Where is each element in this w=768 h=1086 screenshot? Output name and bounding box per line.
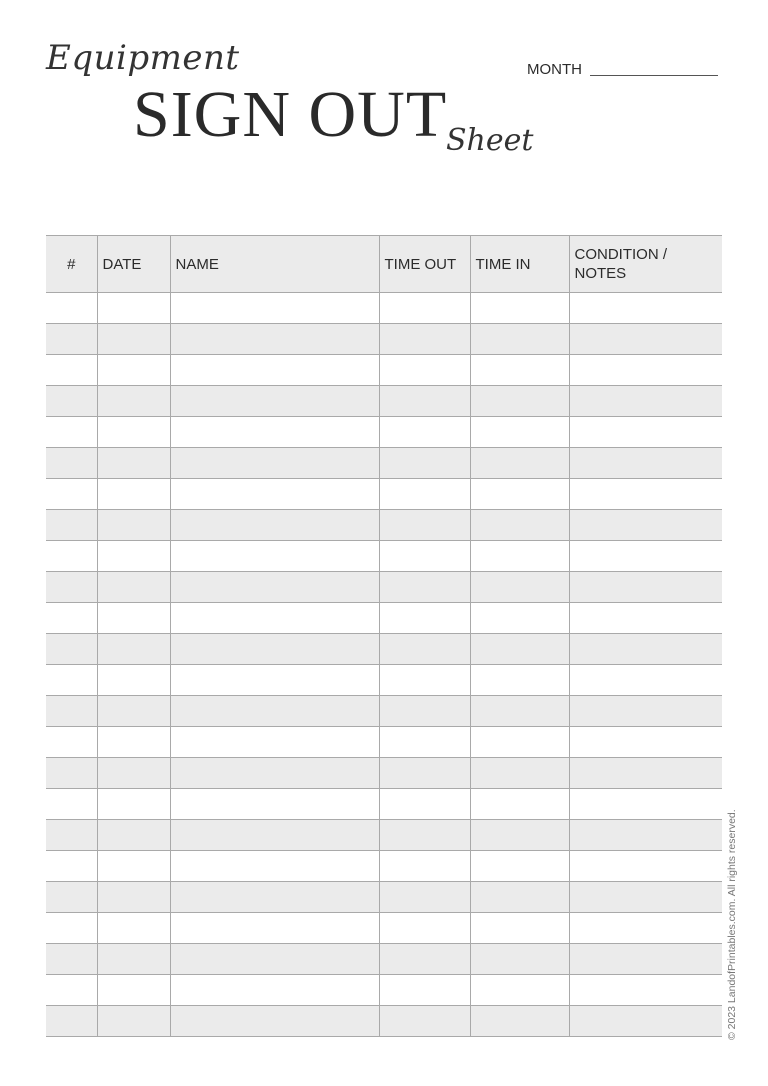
- table-cell[interactable]: [170, 448, 379, 479]
- table-cell[interactable]: [569, 541, 722, 572]
- table-cell[interactable]: [470, 293, 569, 324]
- table-cell[interactable]: [379, 975, 470, 1006]
- table-cell[interactable]: [569, 510, 722, 541]
- table-cell[interactable]: [470, 727, 569, 758]
- table-cell[interactable]: [379, 324, 470, 355]
- table-cell[interactable]: [46, 603, 97, 634]
- title-script-sheet: Sheet: [446, 123, 534, 158]
- table-row: [46, 944, 722, 975]
- table-cell[interactable]: [97, 727, 170, 758]
- table-row: [46, 541, 722, 572]
- table-cell[interactable]: [170, 789, 379, 820]
- table-row: [46, 851, 722, 882]
- table-row: [46, 417, 722, 448]
- table-cell[interactable]: [569, 324, 722, 355]
- table-cell[interactable]: [97, 913, 170, 944]
- table-cell[interactable]: [569, 851, 722, 882]
- table-cell[interactable]: [569, 634, 722, 665]
- table-cell[interactable]: [470, 634, 569, 665]
- title-main: SIGN OUT: [133, 78, 448, 151]
- table-cell[interactable]: [46, 758, 97, 789]
- table-row: [46, 758, 722, 789]
- table-cell[interactable]: [569, 448, 722, 479]
- table-cell[interactable]: [170, 820, 379, 851]
- table-cell[interactable]: [170, 417, 379, 448]
- table-cell[interactable]: [379, 1006, 470, 1037]
- table-row: [46, 820, 722, 851]
- table-cell[interactable]: [97, 851, 170, 882]
- table-cell[interactable]: [46, 789, 97, 820]
- table-cell[interactable]: [97, 758, 170, 789]
- table-cell[interactable]: [170, 665, 379, 696]
- table-cell[interactable]: [379, 851, 470, 882]
- col-time-in-header: TIME IN: [470, 236, 569, 293]
- table-cell[interactable]: [170, 603, 379, 634]
- table-cell[interactable]: [569, 355, 722, 386]
- table-row: [46, 386, 722, 417]
- table-cell[interactable]: [470, 448, 569, 479]
- table-cell[interactable]: [170, 355, 379, 386]
- table-cell[interactable]: [379, 696, 470, 727]
- table-cell[interactable]: [97, 541, 170, 572]
- table-cell[interactable]: [379, 758, 470, 789]
- table-cell[interactable]: [569, 1006, 722, 1037]
- table-cell[interactable]: [97, 603, 170, 634]
- table-cell[interactable]: [97, 882, 170, 913]
- table-cell[interactable]: [470, 944, 569, 975]
- table-cell[interactable]: [470, 696, 569, 727]
- month-line[interactable]: [590, 75, 718, 76]
- table-row: [46, 975, 722, 1006]
- table-cell[interactable]: [379, 603, 470, 634]
- table-cell[interactable]: [46, 386, 97, 417]
- table-cell[interactable]: [170, 758, 379, 789]
- table-cell[interactable]: [46, 665, 97, 696]
- table-cell[interactable]: [569, 975, 722, 1006]
- table-cell[interactable]: [46, 634, 97, 665]
- table-cell[interactable]: [470, 417, 569, 448]
- col-number-header: #: [46, 236, 97, 293]
- table-cell[interactable]: [46, 355, 97, 386]
- table-cell[interactable]: [569, 944, 722, 975]
- table-cell[interactable]: [379, 386, 470, 417]
- table-cell[interactable]: [379, 417, 470, 448]
- table-cell[interactable]: [379, 665, 470, 696]
- table-row: [46, 603, 722, 634]
- table-cell[interactable]: [569, 758, 722, 789]
- table-cell[interactable]: [470, 355, 569, 386]
- table-cell[interactable]: [569, 386, 722, 417]
- table-cell[interactable]: [46, 851, 97, 882]
- table-cell[interactable]: [379, 448, 470, 479]
- table-cell[interactable]: [470, 665, 569, 696]
- table-cell[interactable]: [470, 572, 569, 603]
- table-cell[interactable]: [470, 386, 569, 417]
- table-cell[interactable]: [46, 448, 97, 479]
- month-label: MONTH: [527, 61, 582, 78]
- title-script-equipment: Equipment: [46, 38, 240, 78]
- table-cell[interactable]: [379, 355, 470, 386]
- table-cell[interactable]: [97, 479, 170, 510]
- table-cell[interactable]: [170, 386, 379, 417]
- table-cell[interactable]: [470, 820, 569, 851]
- table-cell[interactable]: [379, 789, 470, 820]
- table-cell[interactable]: [569, 913, 722, 944]
- table-cell[interactable]: [46, 572, 97, 603]
- table-cell[interactable]: [170, 944, 379, 975]
- table-cell[interactable]: [569, 696, 722, 727]
- table-cell[interactable]: [46, 324, 97, 355]
- table-cell[interactable]: [470, 789, 569, 820]
- copyright-text: © 2023 LandofPrintables.com. All rights reserved.: [726, 809, 738, 1040]
- table-row: [46, 1006, 722, 1037]
- table-cell[interactable]: [569, 727, 722, 758]
- table-cell[interactable]: [470, 603, 569, 634]
- table-cell[interactable]: [170, 479, 379, 510]
- table-cell[interactable]: [46, 293, 97, 324]
- table-cell[interactable]: [470, 975, 569, 1006]
- table-cell[interactable]: [97, 696, 170, 727]
- table-cell[interactable]: [379, 913, 470, 944]
- table-row: [46, 789, 722, 820]
- table-row: [46, 665, 722, 696]
- table-cell[interactable]: [170, 696, 379, 727]
- table-cell[interactable]: [170, 975, 379, 1006]
- table-cell[interactable]: [379, 293, 470, 324]
- table-cell[interactable]: [97, 789, 170, 820]
- table-cell[interactable]: [170, 882, 379, 913]
- table-cell[interactable]: [569, 820, 722, 851]
- table-cell[interactable]: [46, 913, 97, 944]
- table-row: [46, 634, 722, 665]
- table-cell[interactable]: [379, 479, 470, 510]
- table-cell[interactable]: [97, 386, 170, 417]
- table-cell[interactable]: [46, 727, 97, 758]
- col-time-out-header: TIME OUT: [379, 236, 470, 293]
- table-row: [46, 913, 722, 944]
- col-name-header: NAME: [170, 236, 379, 293]
- table-cell[interactable]: [97, 634, 170, 665]
- table-cell[interactable]: [379, 510, 470, 541]
- table-cell[interactable]: [470, 882, 569, 913]
- table-cell[interactable]: [97, 293, 170, 324]
- table-cell[interactable]: [470, 541, 569, 572]
- table-cell[interactable]: [170, 851, 379, 882]
- table-cell[interactable]: [379, 634, 470, 665]
- table-cell[interactable]: [470, 479, 569, 510]
- table-cell[interactable]: [569, 479, 722, 510]
- table-cell[interactable]: [379, 944, 470, 975]
- header-row: [46, 236, 722, 293]
- table-cell[interactable]: [470, 1006, 569, 1037]
- table-row: [46, 572, 722, 603]
- table-cell[interactable]: [46, 510, 97, 541]
- table-cell[interactable]: [170, 541, 379, 572]
- table-cell[interactable]: [569, 789, 722, 820]
- table-row: [46, 293, 722, 324]
- table-row: [46, 324, 722, 355]
- table-cell[interactable]: [97, 975, 170, 1006]
- table-row: [46, 479, 722, 510]
- table-cell[interactable]: [97, 417, 170, 448]
- table-row: [46, 882, 722, 913]
- table-cell[interactable]: [379, 882, 470, 913]
- table-row: [46, 510, 722, 541]
- table-cell[interactable]: [379, 541, 470, 572]
- table-cell[interactable]: [470, 758, 569, 789]
- table-row: [46, 448, 722, 479]
- table-cell[interactable]: [170, 324, 379, 355]
- table-cell[interactable]: [97, 665, 170, 696]
- month-field: [527, 61, 718, 78]
- table-cell[interactable]: [46, 944, 97, 975]
- sign-out-table: [46, 235, 722, 1037]
- table-cell[interactable]: [46, 696, 97, 727]
- table-cell[interactable]: [470, 913, 569, 944]
- table-row: [46, 696, 722, 727]
- table-cell[interactable]: [170, 913, 379, 944]
- table-row: [46, 727, 722, 758]
- table-cell[interactable]: [46, 541, 97, 572]
- table-cell[interactable]: [569, 665, 722, 696]
- table-cell[interactable]: [46, 1006, 97, 1037]
- col-date-header: DATE: [97, 236, 170, 293]
- table-cell[interactable]: [569, 293, 722, 324]
- col-condition-notes-header: CONDITION / NOTES: [569, 236, 722, 293]
- table-body: [46, 293, 722, 1037]
- table-cell[interactable]: [170, 634, 379, 665]
- table-cell[interactable]: [46, 820, 97, 851]
- table-cell[interactable]: [46, 975, 97, 1006]
- table-cell[interactable]: [170, 572, 379, 603]
- table-cell[interactable]: [379, 820, 470, 851]
- table-cell[interactable]: [97, 510, 170, 541]
- table-cell[interactable]: [170, 727, 379, 758]
- table-cell[interactable]: [97, 448, 170, 479]
- table-cell[interactable]: [569, 572, 722, 603]
- table-cell[interactable]: [470, 324, 569, 355]
- table-cell[interactable]: [46, 417, 97, 448]
- table-cell[interactable]: [170, 1006, 379, 1037]
- table-cell[interactable]: [569, 603, 722, 634]
- table-cell[interactable]: [379, 572, 470, 603]
- table-cell[interactable]: [46, 882, 97, 913]
- table-cell[interactable]: [97, 572, 170, 603]
- table-cell[interactable]: [379, 727, 470, 758]
- table-cell[interactable]: [97, 944, 170, 975]
- table-cell[interactable]: [569, 882, 722, 913]
- table-cell[interactable]: [46, 479, 97, 510]
- table-cell[interactable]: [97, 324, 170, 355]
- table-cell[interactable]: [97, 355, 170, 386]
- table-cell[interactable]: [97, 1006, 170, 1037]
- table-row: [46, 355, 722, 386]
- table-cell[interactable]: [97, 820, 170, 851]
- table-cell[interactable]: [170, 293, 379, 324]
- table-cell[interactable]: [170, 510, 379, 541]
- table-cell[interactable]: [569, 417, 722, 448]
- table-cell[interactable]: [470, 510, 569, 541]
- table-cell[interactable]: [470, 851, 569, 882]
